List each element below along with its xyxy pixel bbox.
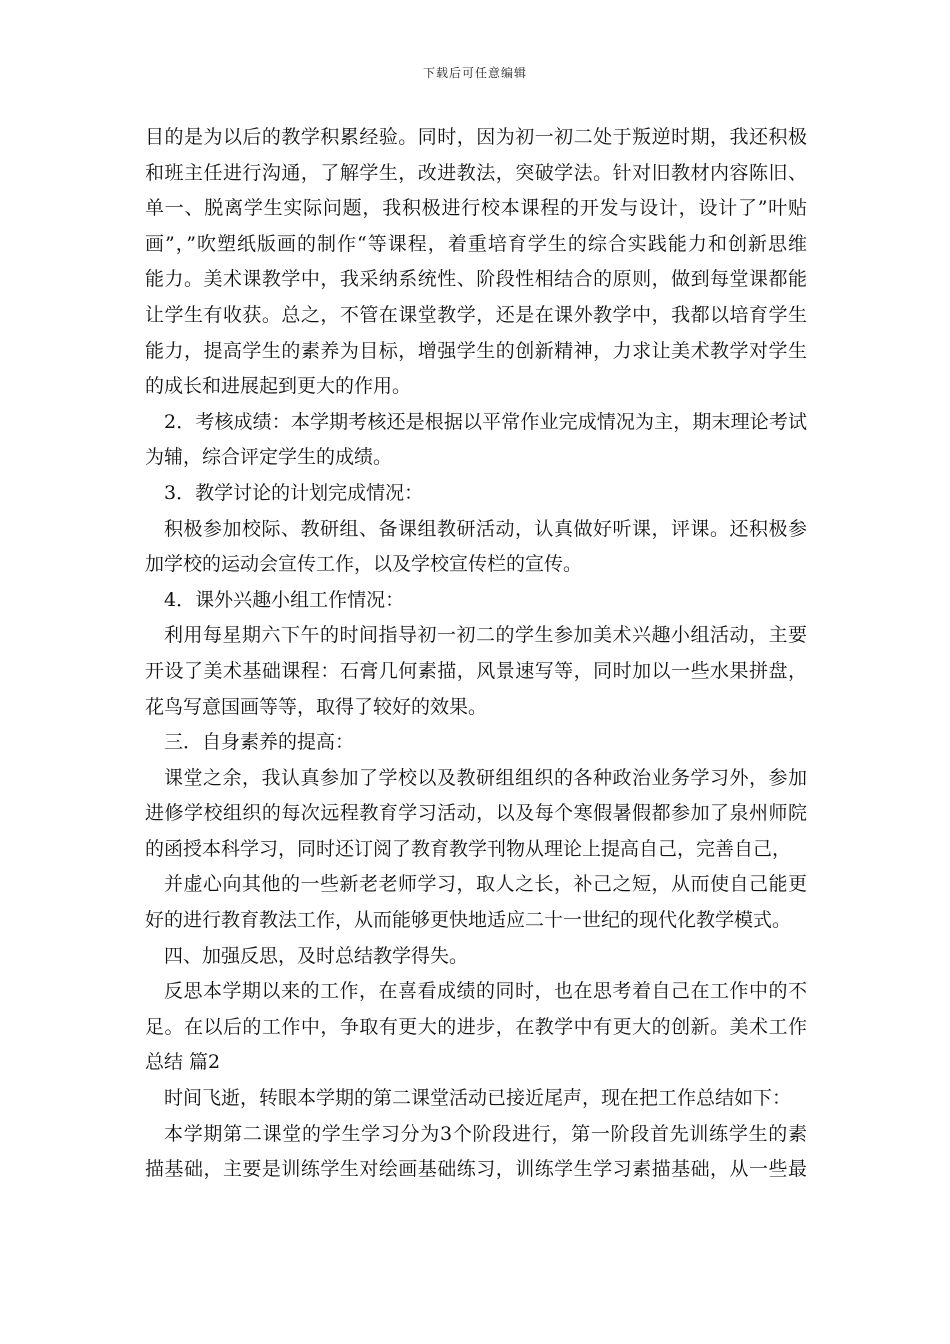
text-line: 描基础，主要是训练学生对绘画基础练习，训练学生学习素描基础，从一些最 <box>145 1158 807 1181</box>
page-header: 下载后可任意编辑 <box>422 66 527 80</box>
text-line: 3．教学讨论的计划完成情况： <box>164 481 424 504</box>
text-line: 花鸟写意国画等等，取得了较好的效果。 <box>145 695 488 718</box>
text-line: 好的进行教育教法工作，从而能够更快地适应二十一世纪的现代化教学模式。 <box>145 909 792 932</box>
text-line: 让学生有收获。总之，不管在课堂教学，还是在课外教学中，我都以培育学生 <box>145 303 807 326</box>
text-line: 本学期第二课堂的学生学习分为3个阶段进行，第一阶段首先训练学生的素 <box>164 1122 807 1145</box>
text-line: 课堂之余，我认真参加了学校以及教研组组织的各种政治业务学习外，参加 <box>164 766 807 789</box>
text-line: 时间飞逝，转眼本学期的第二课堂活动已接近尾声，现在把工作总结如下： <box>164 1087 792 1110</box>
text-line: 加学校的运动会宣传工作，以及学校宣传栏的宣传。 <box>145 553 583 576</box>
document-body <box>145 120 807 1188</box>
text-line: 足。在以后的工作中，争取有更大的进步，在教学中有更大的创新。美术工作 <box>145 1015 807 1038</box>
text-line: 画”，”吹塑纸版画的制作“等课程，着重培育学生的综合实践能力和创新思维 <box>145 232 807 255</box>
text-line: 四、加强反思，及时总结教学得失。 <box>164 944 469 967</box>
text-line: 进修学校组织的每次远程教育学习活动，以及每个寒假暑假都参加了泉州师院 <box>145 802 807 825</box>
text-line: 2．考核成绩：本学期考核还是根据以平常作业完成情况为主，期末理论考试 <box>164 410 807 433</box>
text-line: 利用每星期六下午的时间指导初一初二的学生参加美术兴趣小组活动，主要 <box>164 624 807 647</box>
text-line: 的函授本科学习，同时还订阅了教育教学刊物从理论上提高自己，完善自己， <box>145 837 792 860</box>
text-line: 为辅，综合评定学生的成绩。 <box>145 446 393 469</box>
text-line: 4．课外兴趣小组工作情况： <box>164 588 405 611</box>
text-line: 三．自身素养的提高： <box>164 731 355 754</box>
text-line: 的成长和进展起到更大的作用。 <box>145 375 412 398</box>
text-line: 和班主任进行沟通，了解学生，改进教法，突破学法。针对旧教材内容陈旧、 <box>145 161 807 184</box>
text-line: 总结 篇2 <box>145 1051 221 1074</box>
text-line: 能力，提高学生的素养为目标，增强学生的创新精神，力求让美术教学对学生 <box>145 339 807 362</box>
text-line: 目的是为以后的教学积累经验。同时，因为初一初二处于叛逆时期，我还积极 <box>145 126 807 148</box>
text-line: 并虚心向其他的一些新老老师学习，取人之长，补己之短，从而使自己能更 <box>164 873 807 896</box>
text-line: 单一、脱离学生实际问题，我积极进行校本课程的开发与设计，设计了”叶贴 <box>145 197 807 220</box>
text-line: 能力。美术课教学中，我采纳系统性、阶段性相结合的原则，做到每堂课都能 <box>145 268 807 291</box>
text-line: 反思本学期以来的工作，在喜看成绩的同时，也在思考着自己在工作中的不 <box>164 980 807 1003</box>
text-line: 开设了美术基础课程：石膏几何素描，风景速写等，同时加以一些水果拼盘， <box>145 659 807 682</box>
text-line: 积极参加校际、教研组、备课组教研活动，认真做好听课，评课。还积极参 <box>164 517 807 540</box>
